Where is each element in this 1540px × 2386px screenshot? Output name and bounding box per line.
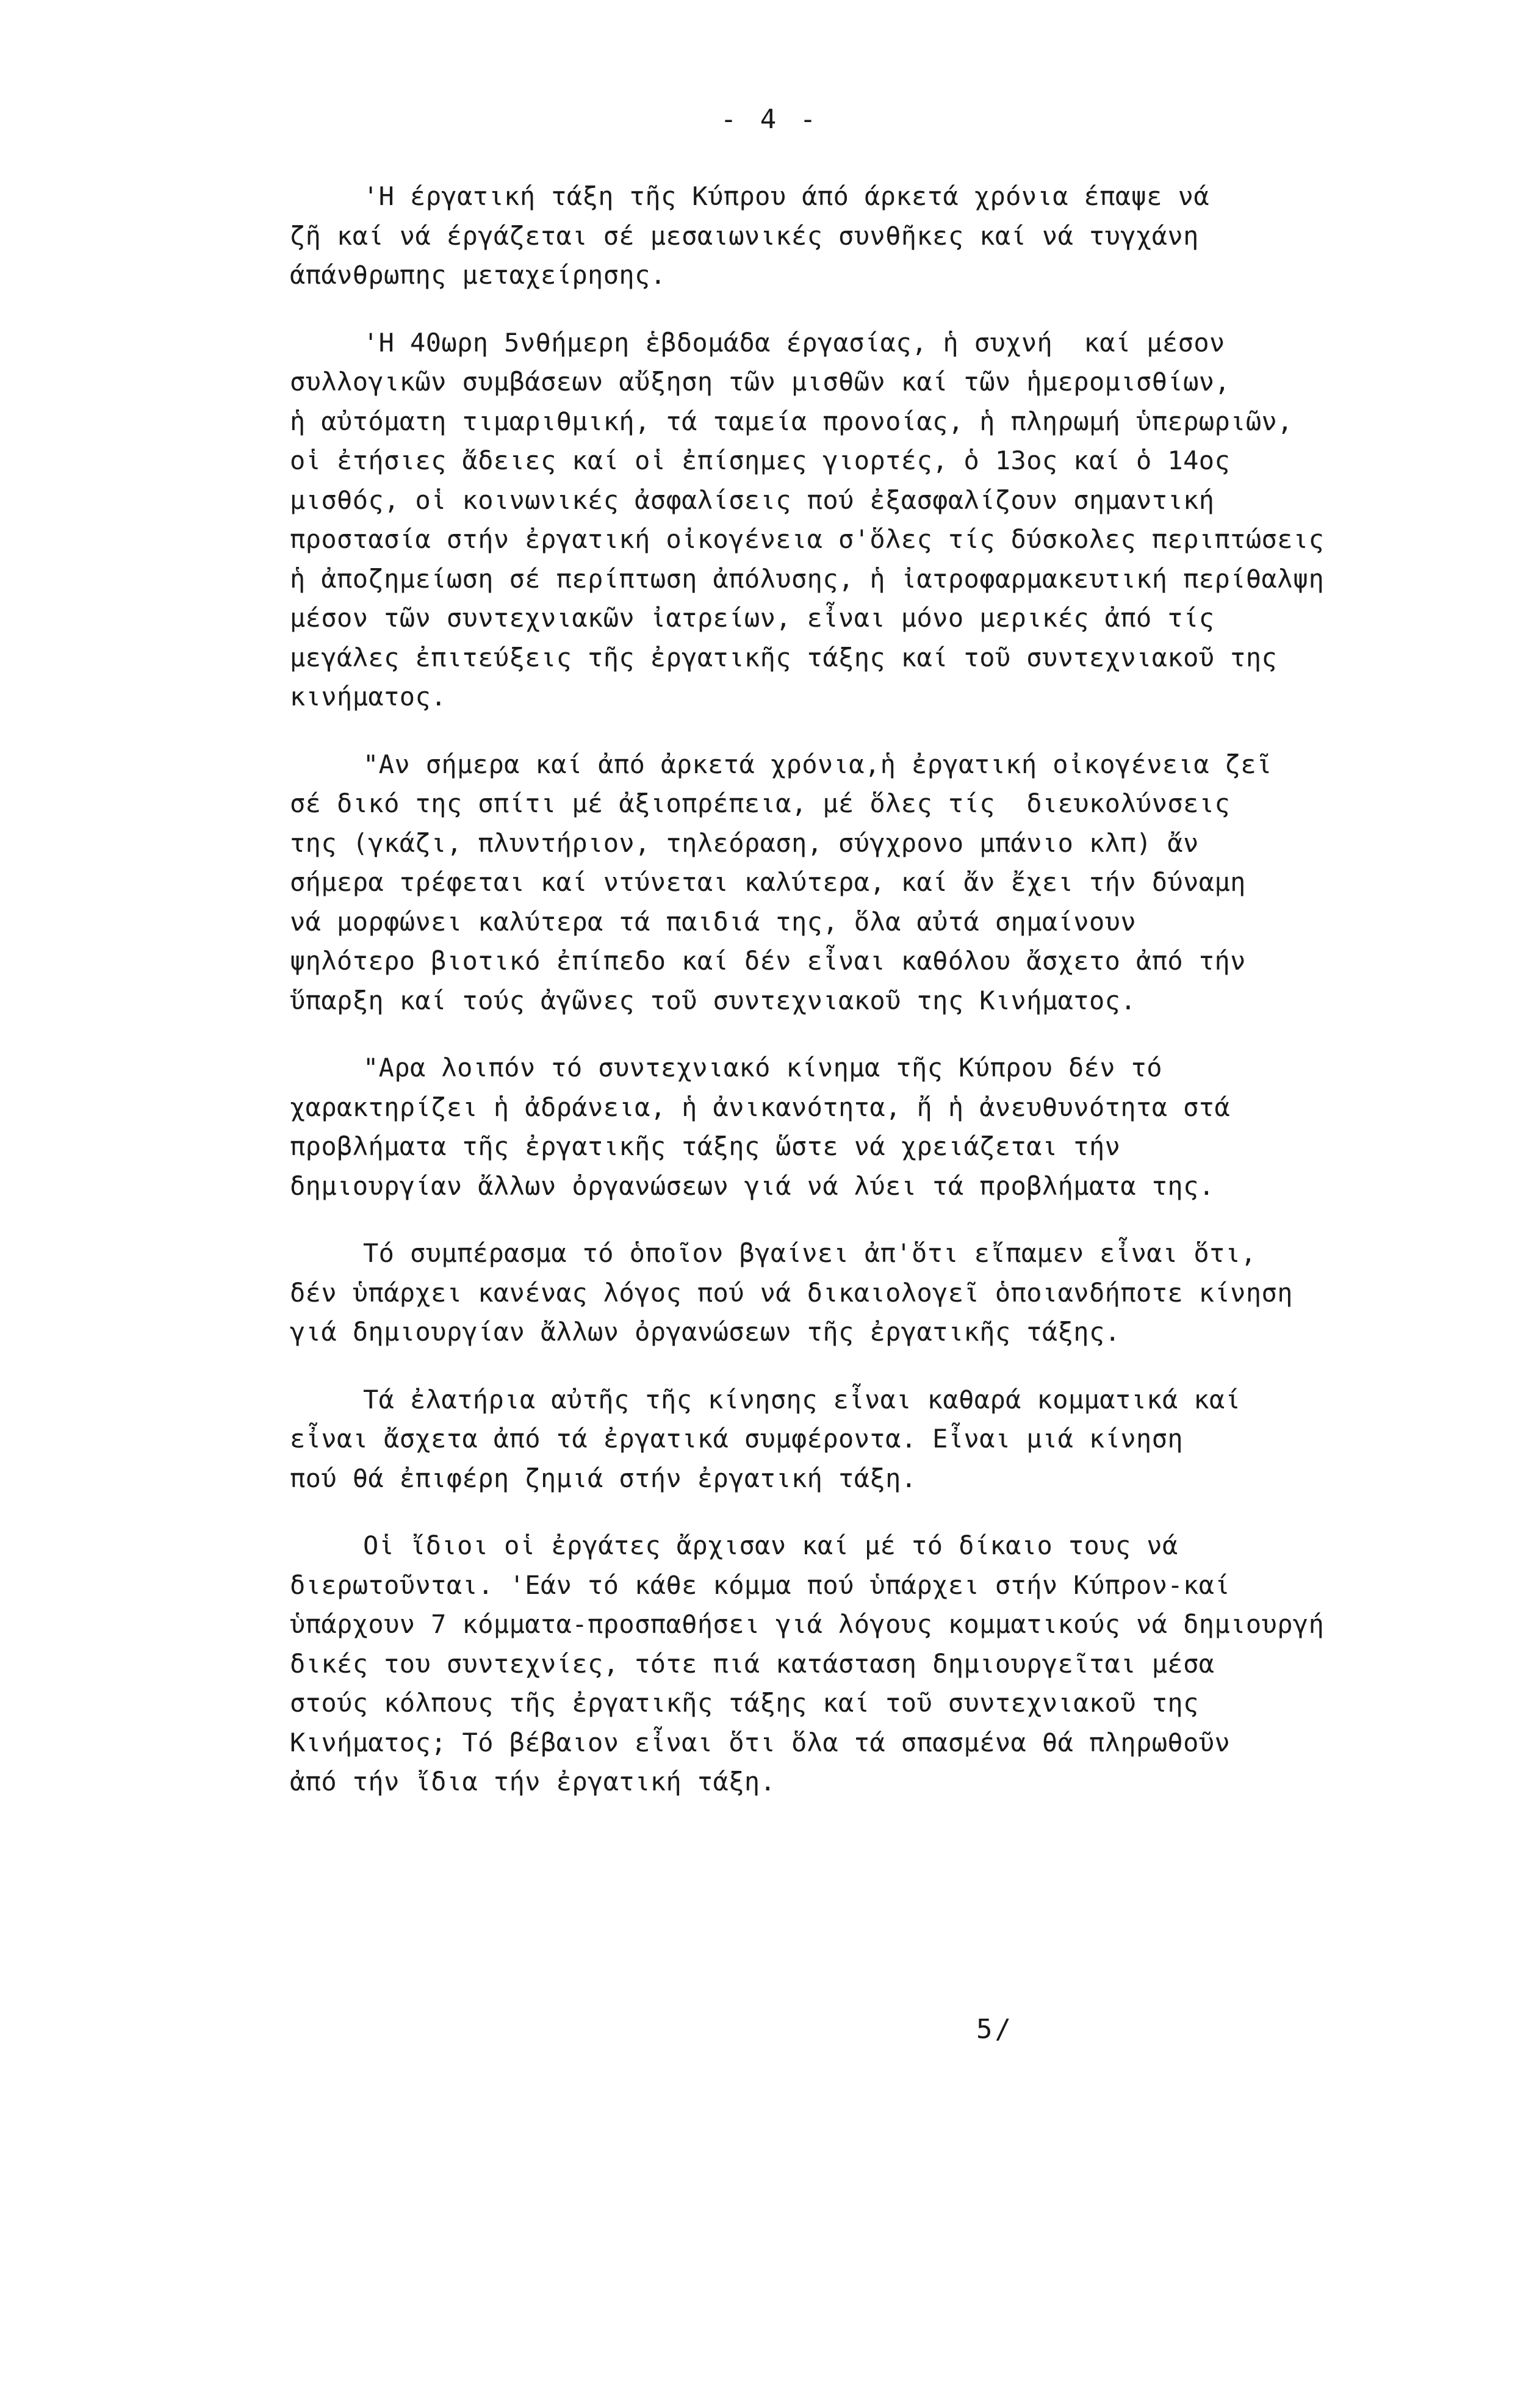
paragraph-1 — [290, 177, 1486, 295]
paragraph-3 — [290, 745, 1486, 1021]
text-line: μεγάλες ἐπιτεύξεις τῆς ἐργατικῆς τάξης καί τοῦ συντεχνιακοῦ της — [290, 642, 1278, 672]
text-line: προστασία στήν ἐργατική οἰκογένεια σ'ὅλες τίς δύσκολες περιπτώσεις — [290, 524, 1325, 554]
text-line: ζῆ καί νά έργάζεται σέ μεσαιωνικές συνθῆκες καί νά τυγχάνη — [290, 220, 1199, 251]
text-line: δικές του συντεχνίες, τότε πιά κατάσταση δημιουργεῖται μέσα — [290, 1648, 1215, 1679]
page-number: - 4 - — [720, 104, 820, 135]
text-line: "Αρα λοιπόν τό συντεχνιακό κίνημα τῆς Κύπρου δέν τό — [363, 1053, 1162, 1083]
text-line: συλλογικῶν συμβάσεων αὔξηση τῶν μισθῶν καί τῶν ἡμερομισθίων, — [290, 367, 1231, 397]
text-line: ὑπάρχουν 7 κόμματα-προσπαθήσει γιά λόγους κομματικούς νά δημιουργή — [290, 1609, 1325, 1639]
text-line: εἶναι ἄσχετα ἀπό τά ἐργατικά συμφέροντα. Εἶναι μιά κίνηση — [290, 1424, 1184, 1454]
next-page-marker: 5/ — [976, 2014, 1013, 2045]
text-line: ἀπό τήν ἴδια τήν ἐργατική τάξη. — [290, 1767, 776, 1797]
text-line: ὕπαρξη καί τούς ἀγῶνες τοῦ συντεχνιακοῦ της Κινήματος. — [290, 985, 1137, 1015]
text-line: δημιουργίαν ἄλλων ὀργανώσεων γιά νά λύει τά προβλήματα της. — [290, 1170, 1215, 1201]
text-line: δέν ὑπάρχει κανένας λόγος πού νά δικαιολογεῖ ὁποιανδήποτε κίνηση — [290, 1277, 1293, 1308]
text-line: σέ δικό της σπίτι μέ ἀξιοπρέπεια, μέ ὅλες τίς διευκολύνσεις — [290, 788, 1231, 818]
text-line: προβλήματα τῆς ἐργατικῆς τάξης ὥστε νά χρειάζεται τήν — [290, 1131, 1121, 1161]
text-line: ἡ αὐτόματη τιμαριθμική, τά ταμεία προνοίας, ἡ πληρωμή ὑπερωριῶν, — [290, 406, 1293, 436]
text-line: σήμερα τρέφεται καί ντύνεται καλύτερα, καί ἄν ἔχει τήν δύναμη — [290, 867, 1246, 897]
text-line: Κινήματος; Τό βέβαιον εἶναι ὅτι ὅλα τά σπασμένα θά πληρωθοῦν — [290, 1727, 1231, 1757]
text-line: διερωτοῦνται. 'Εάν τό κάθε κόμμα πού ὑπάρχει στήν Κύπρον-καί — [290, 1570, 1231, 1600]
text-line: Τά ἐλατήρια αὐτῆς τῆς κίνησης εἶναι καθαρά κομματικά καί — [363, 1384, 1241, 1415]
text-line: μισθός, οἱ κοινωνικές ἀσφαλίσεις πού ἐξασφαλίζουν σημαντική — [290, 485, 1215, 515]
text-line: "Αν σήμερα καί ἀπό ἀρκετά χρόνια,ἡ ἐργατική οἰκογένεια ζεῖ — [363, 749, 1272, 779]
text-line: Τό συμπέρασμα τό ὁποῖον βγαίνει ἀπ'ὅτι εἴπαμεν εἶναι ὅτι, — [363, 1238, 1257, 1268]
document-body — [290, 177, 1486, 1830]
paragraph-6 — [290, 1380, 1486, 1499]
paragraph-7 — [290, 1526, 1486, 1802]
text-line: ἡ ἀποζημείωση σέ περίπτωση ἀπόλυσης, ἡ ἰατροφαρμακευτική περίθαλψη — [290, 563, 1325, 594]
text-line: νά μορφώνει καλύτερα τά παιδιά της, ὅλα αὐτά σημαίνουν — [290, 906, 1137, 937]
text-line: Οἱ ἴδιοι οἱ ἐργάτες ἄρχισαν καί μέ τό δίκαιο τους νά — [363, 1530, 1178, 1560]
paragraph-4 — [290, 1048, 1486, 1206]
text-line: ψηλότερο βιοτικό ἐπίπεδο καί δέν εἶναι καθόλου ἄσχετο ἀπό τήν — [290, 946, 1246, 976]
text-line: 'Η έργατική τάξη τῆς Κύπρου άπό άρκετά χρόνια έπαψε νά — [363, 181, 1210, 211]
text-line: χαρακτηρίζει ἡ ἀδράνεια, ἡ ἀνικανότητα, ἤ ἡ ἀνευθυνότητα στά — [290, 1092, 1231, 1122]
text-line: μέσον τῶν συντεχνιακῶν ἰατρείων, εἶναι μόνο μερικές ἀπό τίς — [290, 603, 1215, 633]
text-line: κινήματος. — [290, 682, 447, 712]
text-line: 'Η 40ωρη 5νθήμερη ἑβδομάδα έργασίας, ἡ συχνή καί μέσον — [363, 327, 1225, 358]
paragraph-2 — [290, 323, 1486, 717]
text-line: πού θά ἐπιφέρη ζημιά στήν ἐργατική τάξη. — [290, 1463, 917, 1493]
text-line: άπάνθρωπης μεταχείρησης. — [290, 260, 666, 290]
text-line: στούς κόλπους τῆς ἐργατικῆς τάξης καί τοῦ συντεχνιακοῦ της — [290, 1688, 1199, 1718]
text-line: οἱ ἐτήσιες ἄδειες καί οἱ ἐπίσημες γιορτές, ὁ 13ος καί ὁ 14ος — [290, 445, 1231, 475]
text-line: γιά δημιουργίαν ἄλλων ὀργανώσεων τῆς ἐργατικῆς τάξης. — [290, 1317, 1121, 1347]
paragraph-5 — [290, 1234, 1486, 1352]
text-line: της (γκάζι, πλυντήριον, τηλεόραση, σύγχρονο μπάνιο κλπ) ἄν — [290, 827, 1199, 858]
